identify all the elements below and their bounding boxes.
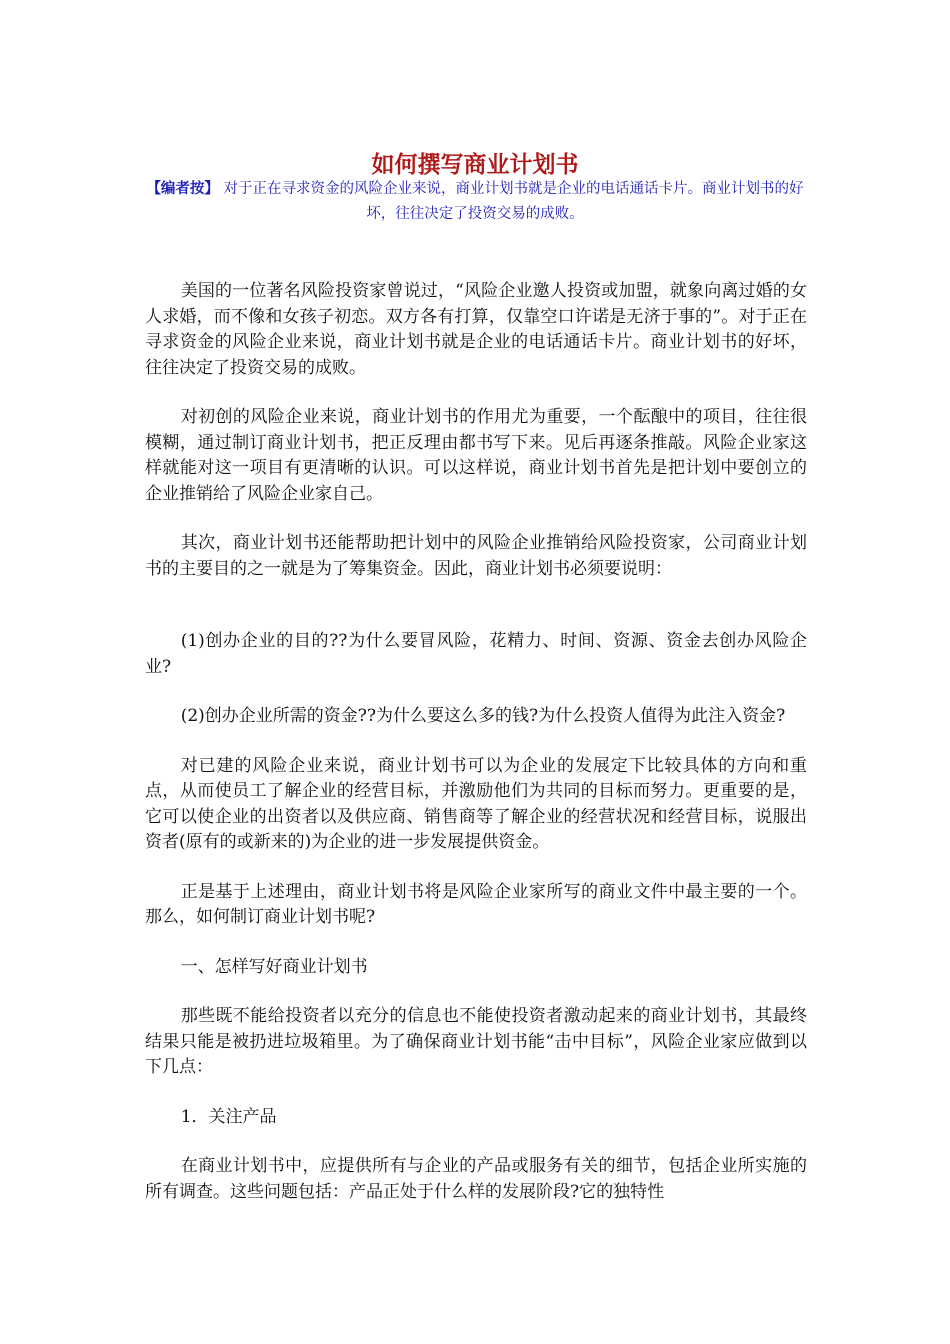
paragraph-9: 在商业计划书中，应提供所有与企业的产品或服务有关的细节，包括企业所实施的所有调查。这些问题包括：产品正处于什么样的发展阶段?它的独特性	[145, 1156, 807, 1202]
paragraph-5: (2)创办企业所需的资金??为什么要这么多的钱?为什么投资人值得为此注入资金?	[180, 706, 786, 726]
paragraph-1: 美国的一位著名风险投资家曾说过，“风险企业邀人投资或加盟，就象向离过婚的女人求婚，而不像和女孩子初恋。双方各有打算，仅靠空口许诺是无济于事的”。对于正在寻求资金的风险企业来说，商业计划书就是企业的电话通话卡片。商业计划书的好坏，往往决定了投资交易的成败。	[145, 281, 807, 378]
document-title: 如何撰写商业计划书	[371, 151, 579, 179]
paragraph-6: 对已建的风险企业来说，商业计划书可以为企业的发展定下比较具体的方向和重点，从而使员工了解企业的经营目标，并激励他们为共同的目标而努力。更重要的是，它可以使企业的出资者以及供应商、销售商等了解企业的经营状况和经营目标，说服出资者(原有的或新来的)为企业的进一步发展提供资金。	[145, 755, 807, 852]
paragraph-7: 正是基于上述理由，商业计划书将是风险企业家所写的商业文件中最主要的一个。那么，如何制订商业计划书呢?	[145, 881, 807, 927]
section-heading-1: 一、怎样写好商业计划书	[180, 956, 368, 977]
editor-note-text: 对于正在寻求资金的风险企业来说，商业计划书就是企业的电话通话卡片。商业计划书的好坏，往往决定了投资交易的成败。	[223, 181, 804, 222]
paragraph-3: 其次，商业计划书还能帮助把计划中的风险企业推销给风险投资家，公司商业计划书的主要目的之一就是为了筹集资金。因此，商业计划书必须要说明：	[145, 533, 807, 579]
editor-note-tag: 【编者按】	[146, 180, 219, 197]
editor-note	[142, 176, 808, 227]
paragraph-8: 那些既不能给投资者以充分的信息也不能使投资者激动起来的商业计划书，其最终结果只能是被扔进垃圾箱里。为了确保商业计划书能“击中目标”，风险企业家应做到以下几点：	[145, 1006, 807, 1077]
subsection-heading-1: 1．关注产品	[180, 1106, 277, 1127]
paragraph-2: 对初创的风险企业来说，商业计划书的作用尤为重要，一个酝酿中的项目，往往很模糊，通过制订商业计划书，把正反理由都书写下来。见后再逐条推敲。风险企业家这样就能对这一项目有更清晰的认识。可以这样说，商业计划书首先是把计划中要创立的企业推销给了风险企业家自己。	[145, 407, 807, 504]
paragraph-4: (1)创办企业的目的??为什么要冒风险，花精力、时间、资源、资金去创办风险企业?	[145, 631, 807, 677]
document-body	[145, 279, 807, 1205]
